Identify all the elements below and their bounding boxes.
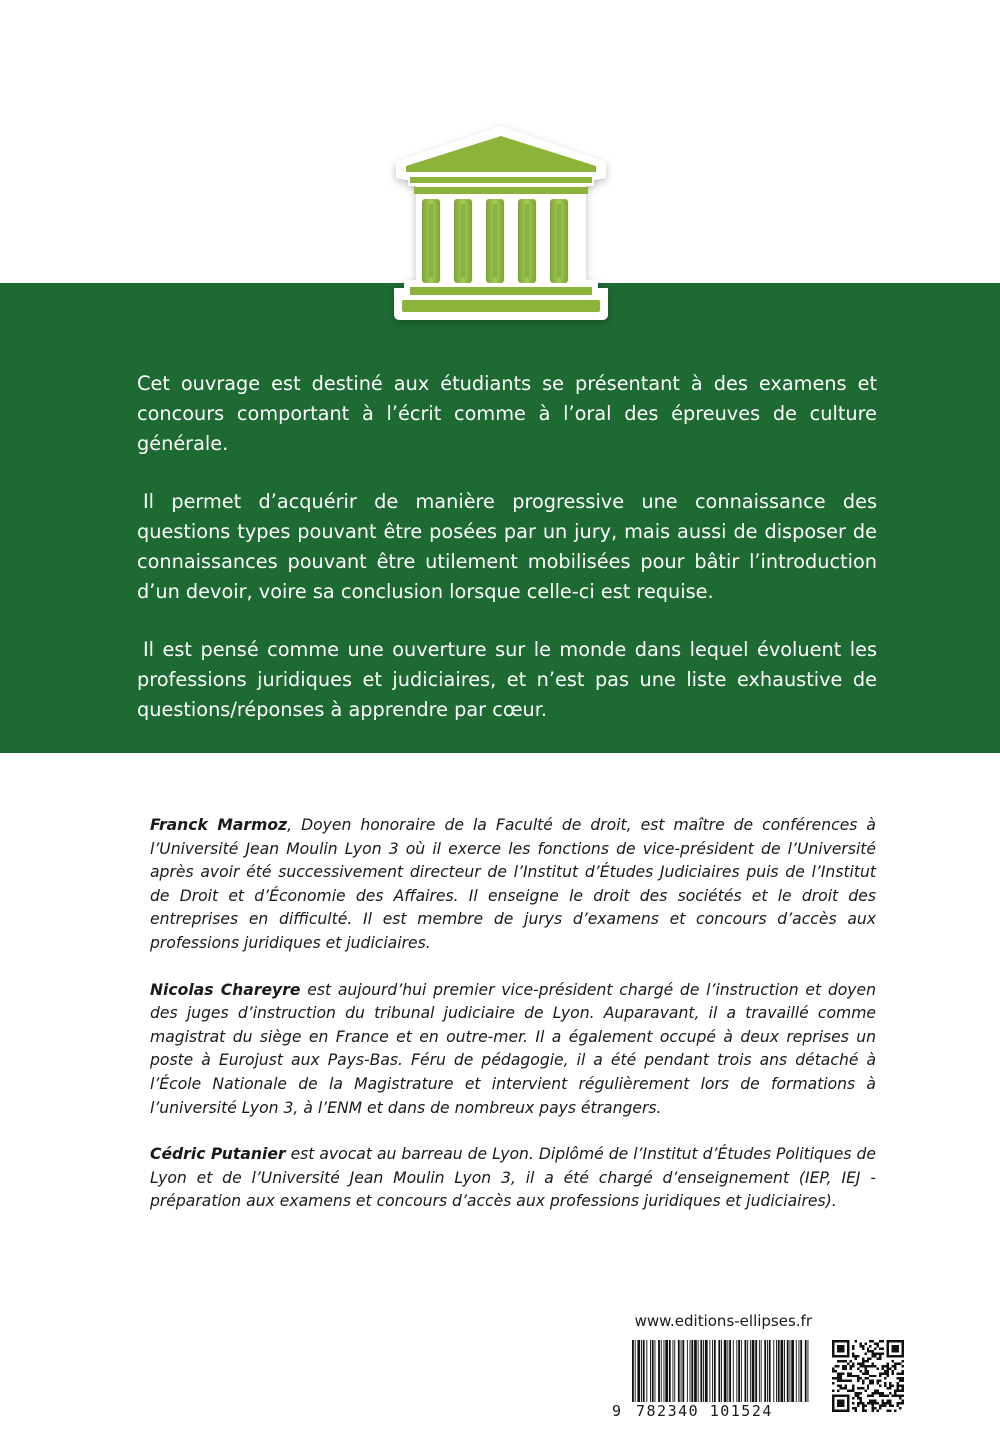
publisher-website: www.editions-ellipses.fr bbox=[634, 1312, 812, 1330]
qr-code-icon bbox=[832, 1340, 904, 1412]
author-bio-text: , Doyen honoraire de la Faculté de droit, est maître de conférences à l’Université Jean Moulin Lyon 3 où il exerce les fonctions de vice-président de l’Université après avoir été successivement directeur de l’Institut d’Études Judiciaires puis de l’Institut de Droit et d’Économie des Affaires. Il enseigne le droit des sociétés et le droit des entreprises en difficulté. Il est membre de jurys d’examens et concours d’accès aux professions juridiques et judiciaires. bbox=[150, 816, 876, 952]
classical-building-icon bbox=[384, 122, 618, 328]
author-bio bbox=[150, 1143, 876, 1214]
author-bios bbox=[150, 814, 876, 1237]
barcode-icon bbox=[612, 1340, 812, 1402]
author-name: Cédric Putanier bbox=[150, 1145, 286, 1164]
isbn-number bbox=[612, 1402, 812, 1422]
author-bio bbox=[150, 979, 876, 1121]
author-bio-text: est avocat au barreau de Lyon. Diplômé de l’Institut d’Études Politiques de Lyon et de l’Université Jean Moulin Lyon 3, il a été chargé d’enseignement (IEP, IEJ - préparation aux examens et concours d’accès aux professions juridiques et judiciaires). bbox=[150, 1145, 876, 1211]
author-bio-text: est aujourd’hui premier vice-président chargé de l’instruction et doyen des juges d’instruction du tribunal judiciaire de Lyon. Auparavant, il a travaillé comme magistrat du siège en France et en outre-mer. Il a également occupé à deux reprises un poste à Eurojust aux Pays-Bas. Féru de pédagogie, il a été pendant trois ans détaché à l’École Nationale de la Magistrature et intervient régulièrement lors de formations à l’université Lyon 3, à l’ENM et dans de nombreux pays étrangers. bbox=[150, 980, 876, 1117]
author-bio bbox=[150, 814, 876, 956]
author-name: Nicolas Chareyre bbox=[150, 980, 301, 999]
isbn-first-digit: 9 bbox=[612, 1402, 622, 1420]
intro-paragraph-3: Il est pensé comme une ouverture sur le monde dans lequel évoluent les professions juridiques et judiciaires, et n’est pas une liste exhaustive de questions/réponses à apprendre par cœur. bbox=[137, 638, 877, 721]
author-name: Franck Marmoz bbox=[150, 816, 288, 834]
intro-paragraph-2: Il permet d’acquérir de manière progressive une connaissance des questions types pouvant être posées par un jury, mais aussi de disposer de connaissances pouvant être utilement mobilisées pour bâtir l’introduction d’un devoir, voire sa conclusion lorsque celle-ci est requise. bbox=[137, 490, 877, 603]
intro-text bbox=[137, 369, 877, 753]
intro-paragraph-1: Cet ouvrage est destiné aux étudiants se présentant à des examens et concours comportant à l’écrit comme à l’oral des épreuves de culture générale. bbox=[137, 372, 877, 455]
isbn-digits: 782340 101524 bbox=[636, 1402, 773, 1420]
